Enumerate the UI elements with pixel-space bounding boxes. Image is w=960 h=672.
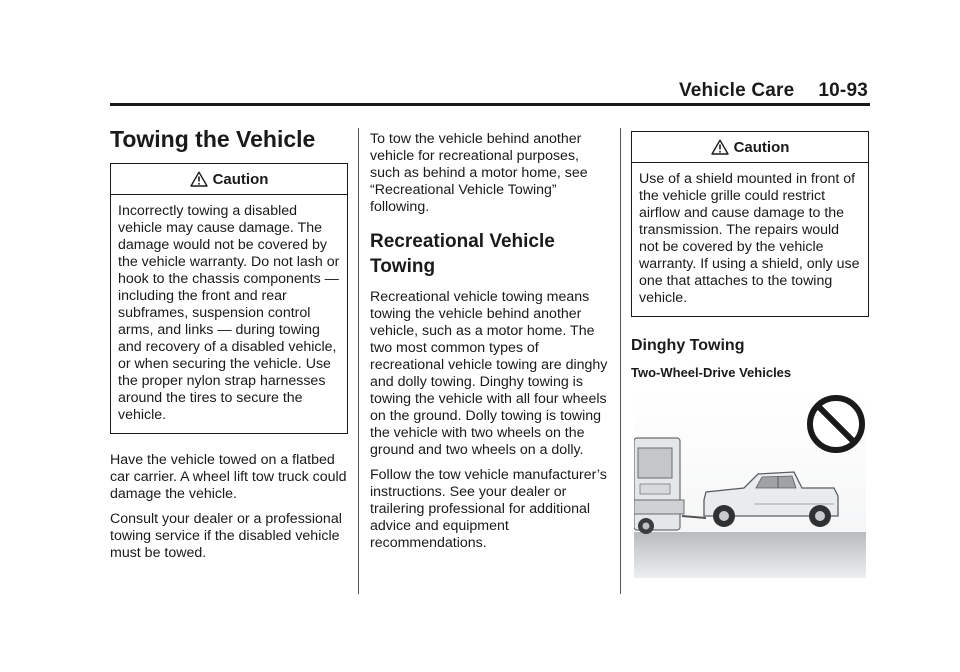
page-title: Towing the Vehicle xyxy=(110,126,316,152)
prohibited-icon xyxy=(810,398,862,450)
dinghy-towing-illustration xyxy=(634,392,866,578)
sub-subsection-heading: Two-Wheel-Drive Vehicles xyxy=(631,365,792,380)
caution-text: Incorrectly towing a disabled vehicle may cause damage. The damage would not be covered by the vehicle warranty. Do not lash or hook to the chassis components — including the front and rear subframes, suspension control arms, and links — during towing and recovery of a disabled vehicle, or when securing the vehicle. Use the proper nylon strap harnesses around the tires to secure the vehicle. xyxy=(118,203,340,423)
motor-home xyxy=(634,438,684,534)
paragraph: To tow the vehicle behind another vehicle for recreational purposes, such as behind a motor home, see “Recreational Vehicle Towing” following. xyxy=(370,131,588,215)
paragraph: Follow the tow vehicle manufacturer’s instructions. See your dealer or trailering professional for additional advice and equipment recommendations. xyxy=(370,467,607,551)
column-1 xyxy=(110,163,348,570)
header-page-number: 10-93 xyxy=(818,80,868,101)
caution-box xyxy=(110,163,348,434)
paragraph: Have the vehicle towed on a flatbed car carrier. A wheel lift tow truck could damage the vehicle. xyxy=(110,452,347,502)
header-rule xyxy=(110,103,870,106)
column-3 xyxy=(631,131,869,391)
caution-header xyxy=(632,132,868,163)
paragraph: Consult your dealer or a professional towing service if the disabled vehicle must be towed. xyxy=(110,511,342,561)
caution-header xyxy=(111,164,347,195)
warning-triangle-icon xyxy=(190,171,208,187)
column-2 xyxy=(370,131,608,560)
column-divider xyxy=(358,128,359,594)
column-divider xyxy=(620,128,621,594)
subsection-heading: Dinghy Towing xyxy=(631,337,745,354)
warning-triangle-icon xyxy=(711,139,729,155)
section-heading: Recreational Vehicle Towing xyxy=(370,231,555,277)
running-header xyxy=(679,80,868,102)
paragraph: Recreational vehicle towing means towing the vehicle behind another vehicle, such as a motor home. The two most common types of recreational vehicle towing are dinghy and dolly towing. Dinghy towing is towing the vehicle with all four wheels on the ground. Dolly towing is towing the vehicle with two wheels on the ground and two wheels on a dolly. xyxy=(370,289,608,458)
header-section: Vehicle Care xyxy=(678,80,795,101)
caution-label: Caution xyxy=(733,138,790,156)
caution-label: Caution xyxy=(212,170,269,188)
caution-box xyxy=(631,131,869,317)
caution-text: Use of a shield mounted in front of the vehicle grille could restrict airflow and cause damage to the transmission. The repairs would not be covered by the vehicle warranty. If using a shield, only use one that attaches to the towing vehicle. xyxy=(639,171,860,306)
